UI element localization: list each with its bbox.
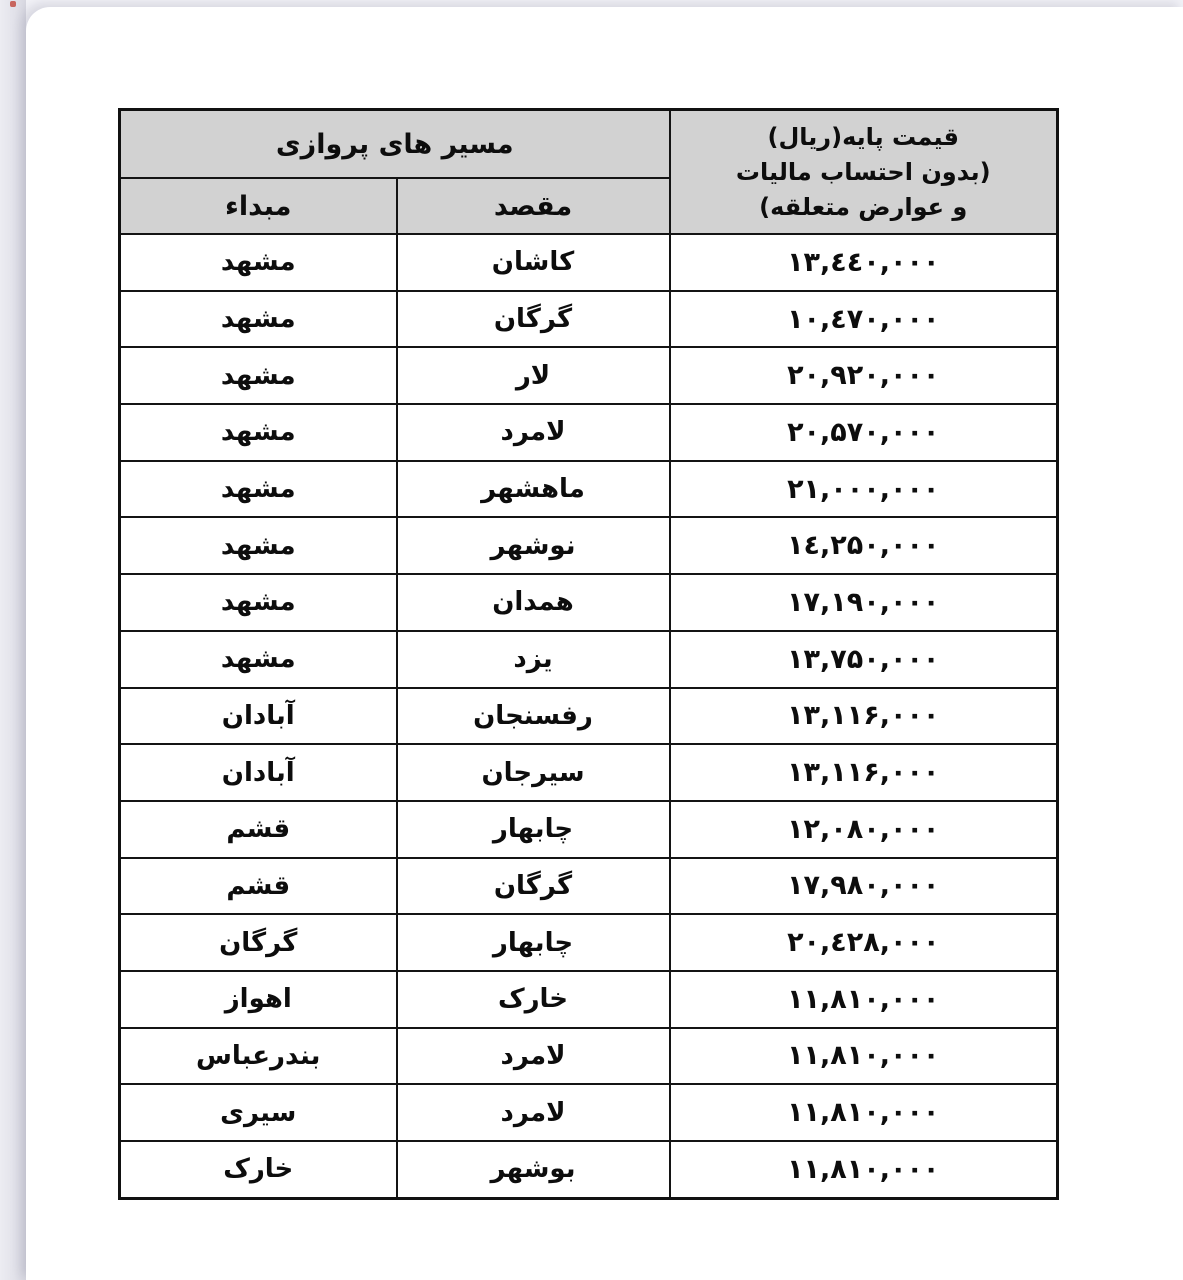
destination-cell: خارک <box>397 971 670 1028</box>
destination-cell: همدان <box>397 574 670 631</box>
table-row <box>120 347 1058 404</box>
price-cell: ۲۱,۰۰۰,۰۰۰ <box>670 461 1058 518</box>
origin-cell: آبادان <box>120 744 397 801</box>
destination-cell: لار <box>397 347 670 404</box>
table-row <box>120 1141 1058 1198</box>
table-row <box>120 631 1058 688</box>
origin-cell: آبادان <box>120 688 397 745</box>
price-cell: ۱۷,۹۸۰,۰۰۰ <box>670 858 1058 915</box>
destination-cell: رفسنجان <box>397 688 670 745</box>
document-sheet <box>26 7 1183 1280</box>
origin-cell: خارک <box>120 1141 397 1198</box>
origin-cell: قشم <box>120 801 397 858</box>
table-row <box>120 574 1058 631</box>
destination-column-header: مقصد <box>397 178 670 234</box>
table-row <box>120 404 1058 461</box>
table-row <box>120 858 1058 915</box>
table-row <box>120 291 1058 348</box>
origin-cell: قشم <box>120 858 397 915</box>
destination-cell: لامرد <box>397 404 670 461</box>
price-cell: ۱۱,۸۱۰,۰۰۰ <box>670 1141 1058 1198</box>
origin-cell: اهواز <box>120 971 397 1028</box>
origin-cell: مشهد <box>120 517 397 574</box>
price-cell: ۱۷,۱۹۰,۰۰۰ <box>670 574 1058 631</box>
origin-cell: مشهد <box>120 404 397 461</box>
origin-cell: مشهد <box>120 347 397 404</box>
scan-artifact-dot <box>10 1 16 7</box>
origin-cell: مشهد <box>120 574 397 631</box>
table-row <box>120 914 1058 971</box>
price-column-header <box>670 110 1058 235</box>
origin-cell: سیری <box>120 1084 397 1141</box>
price-cell: ۱۳,۱۱۶,۰۰۰ <box>670 744 1058 801</box>
page-left-margin <box>0 0 26 1280</box>
price-header-line-1: قیمت پایه(ریال) <box>767 122 960 151</box>
origin-cell: مشهد <box>120 234 397 291</box>
origin-cell: مشهد <box>120 461 397 518</box>
table-row <box>120 971 1058 1028</box>
price-cell: ۱۲,۰۸۰,۰۰۰ <box>670 801 1058 858</box>
price-cell: ۱۱,۸۱۰,۰۰۰ <box>670 1084 1058 1141</box>
destination-cell: گرگان <box>397 291 670 348</box>
price-cell: ۲۰,٤۲۸,۰۰۰ <box>670 914 1058 971</box>
table-row <box>120 517 1058 574</box>
price-cell: ۱٤,۲۵۰,۰۰۰ <box>670 517 1058 574</box>
price-cell: ۱۳,۷۵۰,۰۰۰ <box>670 631 1058 688</box>
routes-title-header: مسیر های پروازی <box>120 110 670 179</box>
destination-cell: چابهار <box>397 914 670 971</box>
table-row <box>120 1028 1058 1085</box>
destination-cell: ماهشهر <box>397 461 670 518</box>
price-cell: ۲۰,۹۲۰,۰۰۰ <box>670 347 1058 404</box>
origin-cell: گرگان <box>120 914 397 971</box>
destination-cell: سیرجان <box>397 744 670 801</box>
table-row <box>120 744 1058 801</box>
price-header-line-2: (بدون احتساب مالیات <box>735 157 991 186</box>
table-header <box>120 110 1058 235</box>
table-row <box>120 461 1058 518</box>
price-cell: ۱۰,٤۷۰,۰۰۰ <box>670 291 1058 348</box>
header-row-1 <box>120 110 1058 179</box>
origin-cell: بندرعباس <box>120 1028 397 1085</box>
table-row <box>120 801 1058 858</box>
price-cell: ۱۱,۸۱۰,۰۰۰ <box>670 1028 1058 1085</box>
table-body <box>120 234 1058 1198</box>
destination-cell: چابهار <box>397 801 670 858</box>
table-row <box>120 688 1058 745</box>
price-cell: ۲۰,۵۷۰,۰۰۰ <box>670 404 1058 461</box>
price-header-line-3: و عوارض متعلقه) <box>759 192 968 221</box>
price-cell: ۱۳,٤٤۰,۰۰۰ <box>670 234 1058 291</box>
price-cell: ۱۱,۸۱۰,۰۰۰ <box>670 971 1058 1028</box>
destination-cell: بوشهر <box>397 1141 670 1198</box>
origin-cell: مشهد <box>120 631 397 688</box>
destination-cell: یزد <box>397 631 670 688</box>
price-cell: ۱۳,۱۱۶,۰۰۰ <box>670 688 1058 745</box>
table-row <box>120 1084 1058 1141</box>
origin-cell: مشهد <box>120 291 397 348</box>
destination-cell: نوشهر <box>397 517 670 574</box>
destination-cell: کاشان <box>397 234 670 291</box>
flight-price-table <box>118 108 1059 1200</box>
table-row <box>120 234 1058 291</box>
destination-cell: لامرد <box>397 1028 670 1085</box>
destination-cell: گرگان <box>397 858 670 915</box>
origin-column-header: مبداء <box>120 178 397 234</box>
destination-cell: لامرد <box>397 1084 670 1141</box>
